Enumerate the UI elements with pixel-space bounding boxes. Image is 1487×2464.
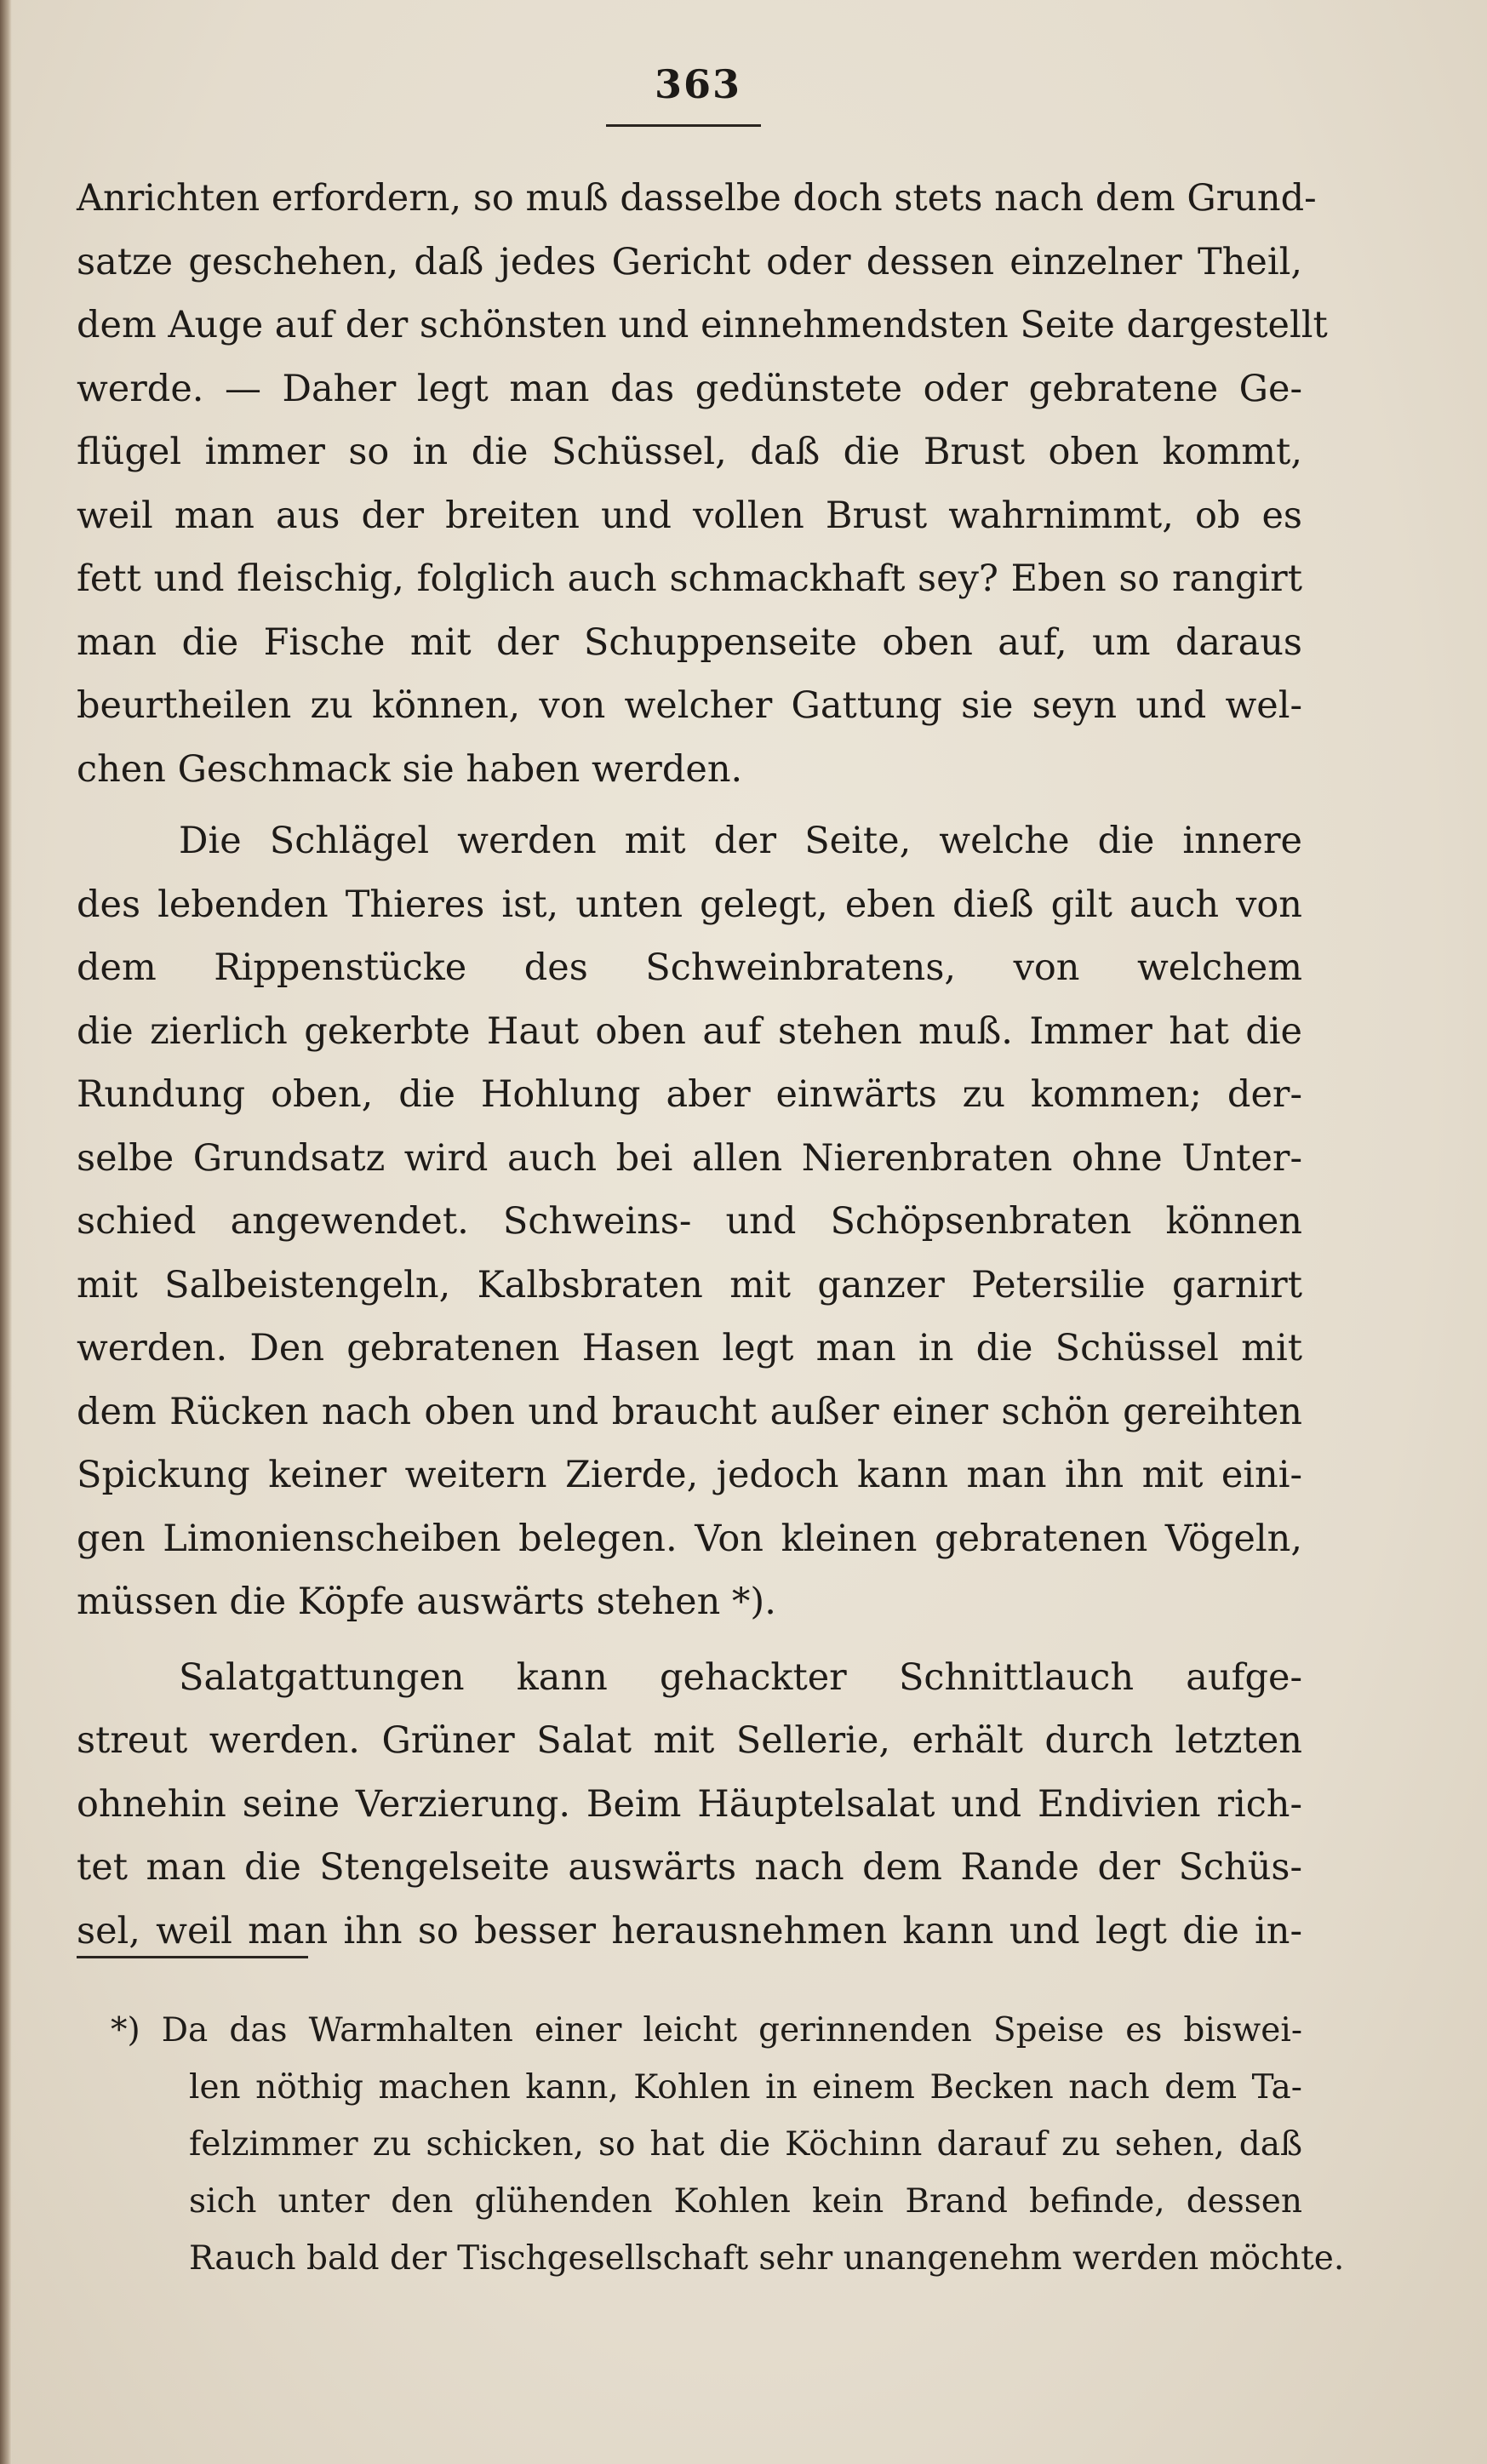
text-line: chen Geschmack sie haben werden.: [77, 747, 743, 791]
footnote-line: len nöthig machen kann, Kohlen in einem Becken nach dem Ta-: [189, 2068, 1302, 2107]
footnote-line: felzimmer zu schicken, so hat die Köchinn darauf zu sehen, daß: [189, 2125, 1302, 2164]
text-line: Anrichten erfordern, so muß dasselbe doch stets nach dem Grund-: [77, 177, 1317, 220]
text-line: streut werden. Grüner Salat mit Sellerie, erhält durch letzten: [77, 1719, 1302, 1762]
text-line: ohnehin seine Verzierung. Beim Häuptelsalat und Endivien rich-: [77, 1782, 1302, 1826]
text-line: Salatgattungen kann gehackter Schnittlauch aufge-: [179, 1655, 1302, 1699]
text-line: selbe Grundsatz wird auch bei allen Nierenbraten ohne Unter-: [77, 1136, 1302, 1180]
text-line: Spickung keiner weitern Zierde, jedoch kann man ihn mit eini-: [77, 1454, 1302, 1496]
text-line: gen Limonienscheiben belegen. Von kleinen gebratenen Vögeln,: [77, 1517, 1302, 1560]
text-line: werde. — Daher legt man das gedünstete oder gebratene Ge-: [77, 367, 1302, 410]
text-line: schied angewendet. Schweins- und Schöpsenbraten können: [77, 1200, 1302, 1243]
text-line: des lebenden Thieres ist, unten gelegt, eben dieß gilt auch von: [77, 883, 1302, 926]
text-line: mit Salbeistengeln, Kalbsbraten mit ganzer Petersilie garnirt: [77, 1263, 1302, 1306]
text-line: dem Rippenstücke des Schweinbratens, von welchem: [77, 946, 1302, 989]
text-line: die zierlich gekerbte Haut oben auf stehen muß. Immer hat die: [77, 1009, 1302, 1053]
text-line: Die Schlägel werden mit der Seite, welche die innere: [179, 820, 1302, 862]
text-line: dem Auge auf der schönsten und einnehmendsten Seite dargestellt: [77, 304, 1328, 346]
text-line: dem Rücken nach oben und braucht außer einer schön gereihten: [77, 1390, 1302, 1433]
text-line: man die Fische mit der Schuppenseite oben auf, um daraus: [77, 620, 1302, 664]
footnote-line: Rauch bald der Tischgesellschaft sehr unangenehm werden möchte.: [189, 2239, 1345, 2278]
text-line: müssen die Köpfe auswärts stehen *).: [77, 1581, 776, 1623]
text-line: flügel immer so in die Schüssel, daß die Brust oben kommt,: [77, 431, 1302, 473]
text-line: tet man die Stengelseite auswärts nach dem Rande der Schüs-: [77, 1846, 1302, 1889]
paragraph-2: [77, 809, 1302, 1634]
text-line: weil man aus der breiten und vollen Brust wahrnimmt, ob es: [77, 494, 1302, 537]
footnote-rule: [77, 1956, 308, 1958]
footnote-line: *) Da das Warmhalten einer leicht gerinnenden Speise es biswei-: [111, 2011, 1302, 2050]
page-number: 363: [654, 61, 742, 107]
text-line: beurtheilen zu können, von welcher Gattung sie seyn und wel-: [77, 684, 1302, 727]
footnote: [111, 2002, 1345, 2287]
page-binding-edge: [0, 0, 12, 2464]
paragraph-1: [77, 167, 1328, 801]
text-line: fett und fleischig, folglich auch schmackhaft sey? Eben so rangirt: [77, 557, 1302, 600]
footnote-line: sich unter den glühenden Kohlen kein Brand befinde, dessen: [189, 2182, 1302, 2221]
paragraph-3: [77, 1646, 1302, 1964]
text-line: satze geschehen, daß jedes Gericht oder dessen einzelner Theil,: [77, 240, 1302, 283]
text-line: sel, weil man ihn so besser herausnehmen kann und legt die in-: [77, 1909, 1302, 1952]
page-number-rule: [606, 124, 761, 127]
text-line: Rundung oben, die Hohlung aber einwärts zu kommen; der-: [77, 1073, 1302, 1116]
text-line: werden. Den gebratenen Hasen legt man in die Schüssel mit: [77, 1327, 1302, 1369]
body-text: [77, 167, 1328, 1963]
